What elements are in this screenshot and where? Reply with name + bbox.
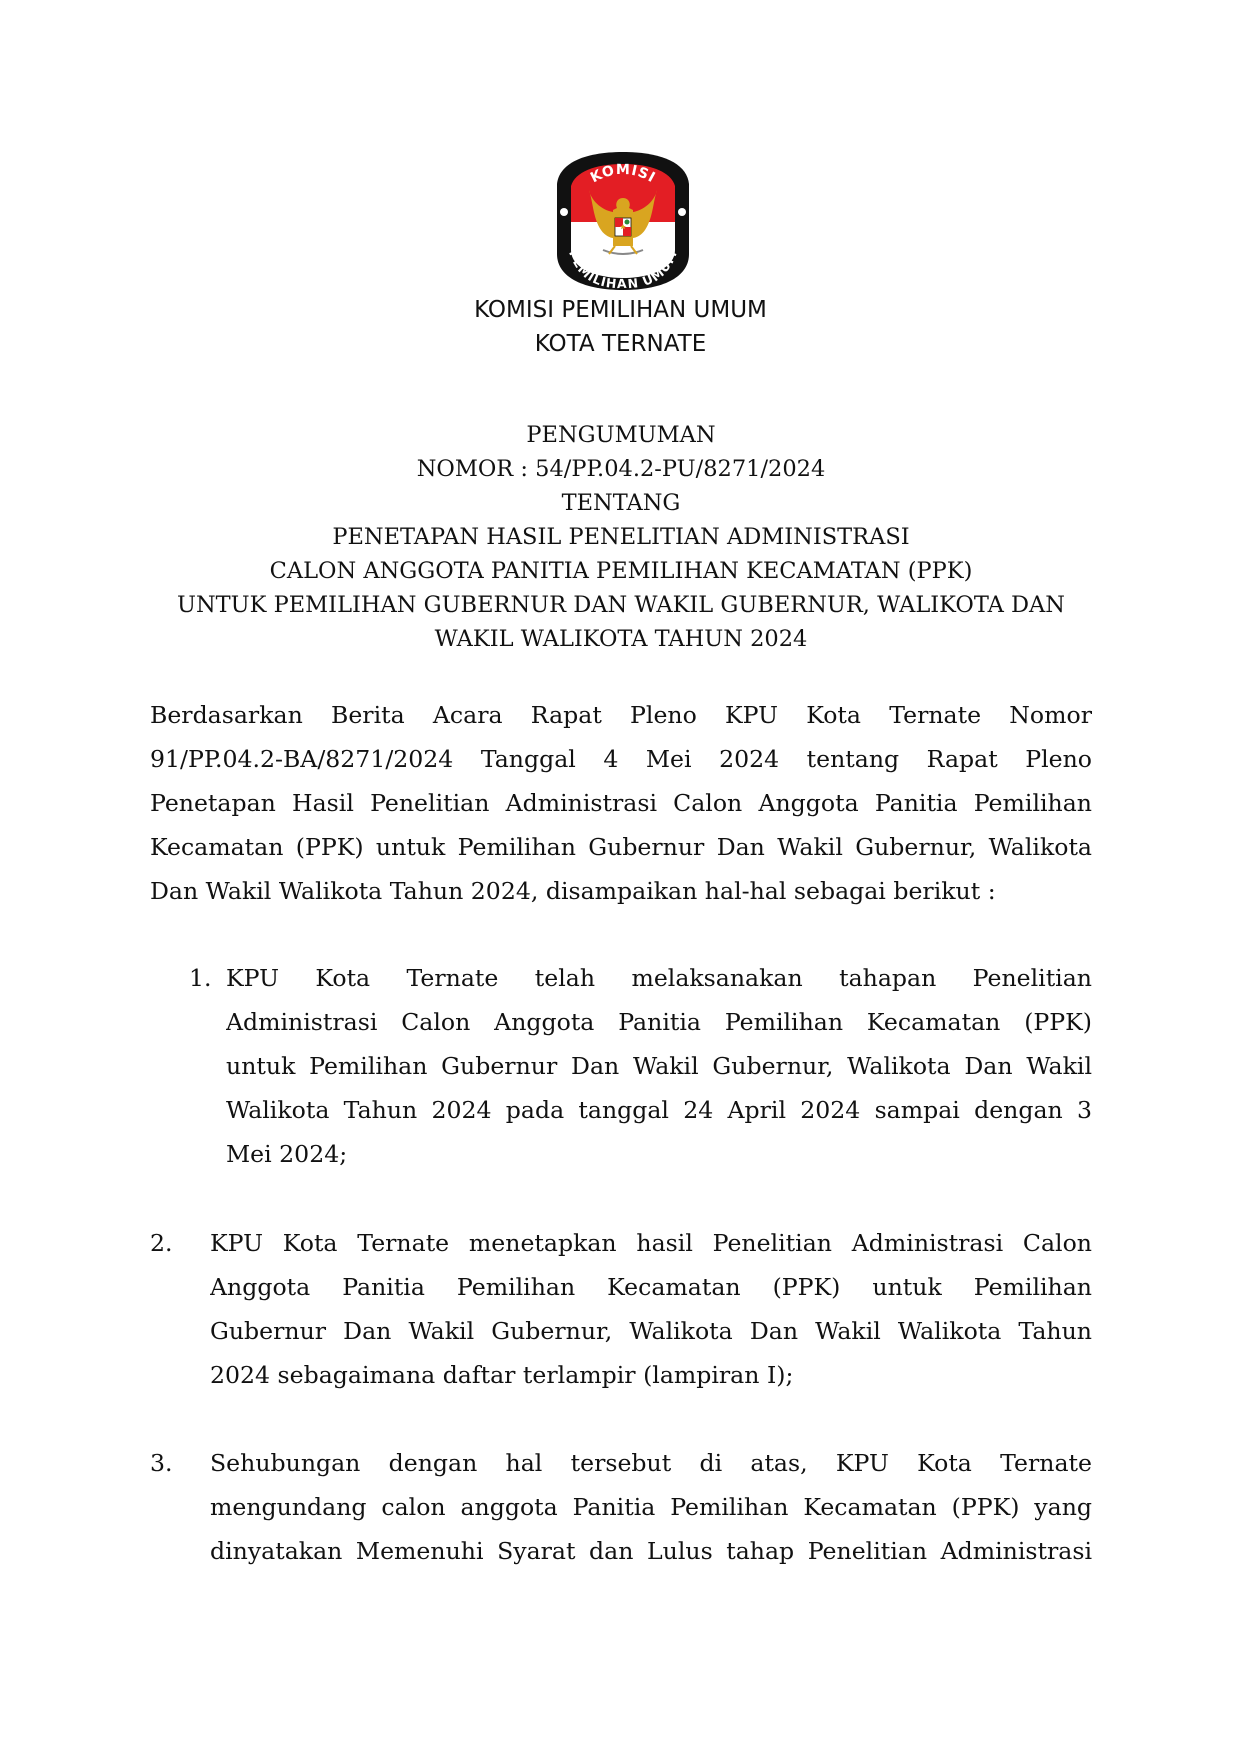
list-item-line: Mei 2024; xyxy=(226,1140,348,1168)
organization-name: KOMISI PEMILIHAN UMUM xyxy=(474,297,767,323)
intro-paragraph xyxy=(150,693,1092,913)
list-item xyxy=(210,1441,1092,1573)
list-item-line: mengundang calon anggota Panitia Pemilihan Kecamatan (PPK) yang xyxy=(210,1493,1092,1521)
list-item xyxy=(226,956,1092,1176)
list-item-number: 1. xyxy=(189,964,212,992)
list-item-line: Gubernur Dan Wakil Gubernur, Walikota Dan Wakil Walikota Tahun xyxy=(210,1317,1092,1345)
list-item-line: Anggota Panitia Pemilihan Kecamatan (PPK) untuk Pemilihan xyxy=(210,1273,1092,1301)
title-subject-line: UNTUK PEMILIHAN GUBERNUR DAN WAKIL GUBERNUR, WALIKOTA DAN xyxy=(177,592,1065,618)
title-heading: PENGUMUMAN xyxy=(526,422,716,448)
list-item-number: 2. xyxy=(150,1229,173,1257)
title-about: TENTANG xyxy=(561,490,681,516)
list-item-line: Administrasi Calon Anggota Panitia Pemilihan Kecamatan (PPK) xyxy=(226,1008,1092,1036)
svg-text:PEMILIHAN UMUM: PEMILIHAN UMUM xyxy=(566,247,681,292)
organization-city: KOTA TERNATE xyxy=(534,331,707,357)
svg-text:KOMISI: KOMISI xyxy=(587,161,659,187)
paragraph-line: Penetapan Hasil Penelitian Administrasi Calon Anggota Panitia Pemilihan xyxy=(150,789,1092,817)
list-item-line: 2024 sebagaimana daftar terlampir (lampiran I); xyxy=(210,1361,794,1389)
list-item xyxy=(210,1221,1092,1397)
list-item-line: dinyatakan Memenuhi Syarat dan Lulus tahap Penelitian Administrasi xyxy=(210,1537,1092,1565)
title-subject-line: CALON ANGGOTA PANITIA PEMILIHAN KECAMATAN (PPK) xyxy=(269,558,973,584)
list-item-line: Sehubungan dengan hal tersebut di atas, KPU Kota Ternate xyxy=(210,1449,1092,1477)
list-item-number: 3. xyxy=(150,1449,173,1477)
list-item-line: untuk Pemilihan Gubernur Dan Wakil Gubernur, Walikota Dan Wakil xyxy=(226,1052,1092,1080)
title-subject-line: PENETAPAN HASIL PENELITIAN ADMINISTRASI xyxy=(332,524,910,550)
paragraph-line: 91/PP.04.2-BA/8271/2024 Tanggal 4 Mei 2024 tentang Rapat Pleno xyxy=(150,745,1092,773)
paragraph-line: Berdasarkan Berita Acara Rapat Pleno KPU Kota Ternate Nomor xyxy=(150,701,1092,729)
paragraph-line: Dan Wakil Walikota Tahun 2024, disampaikan hal-hal sebagai berikut : xyxy=(150,877,996,905)
title-subject-line: WAKIL WALIKOTA TAHUN 2024 xyxy=(434,626,808,652)
title-number: NOMOR : 54/PP.04.2-PU/8271/2024 xyxy=(416,456,826,482)
list-item-line: Walikota Tahun 2024 pada tanggal 24 April 2024 sampai dengan 3 xyxy=(226,1096,1092,1124)
list-item-line: KPU Kota Ternate telah melaksanakan tahapan Penelitian xyxy=(226,964,1092,992)
kpu-logo xyxy=(553,150,693,292)
kpu-emblem-icon xyxy=(553,150,693,292)
paragraph-line: Kecamatan (PPK) untuk Pemilihan Gubernur Dan Wakil Gubernur, Walikota xyxy=(150,833,1092,861)
announcement-title xyxy=(150,418,1092,656)
list-item-line: KPU Kota Ternate menetapkan hasil Penelitian Administrasi Calon xyxy=(210,1229,1092,1257)
